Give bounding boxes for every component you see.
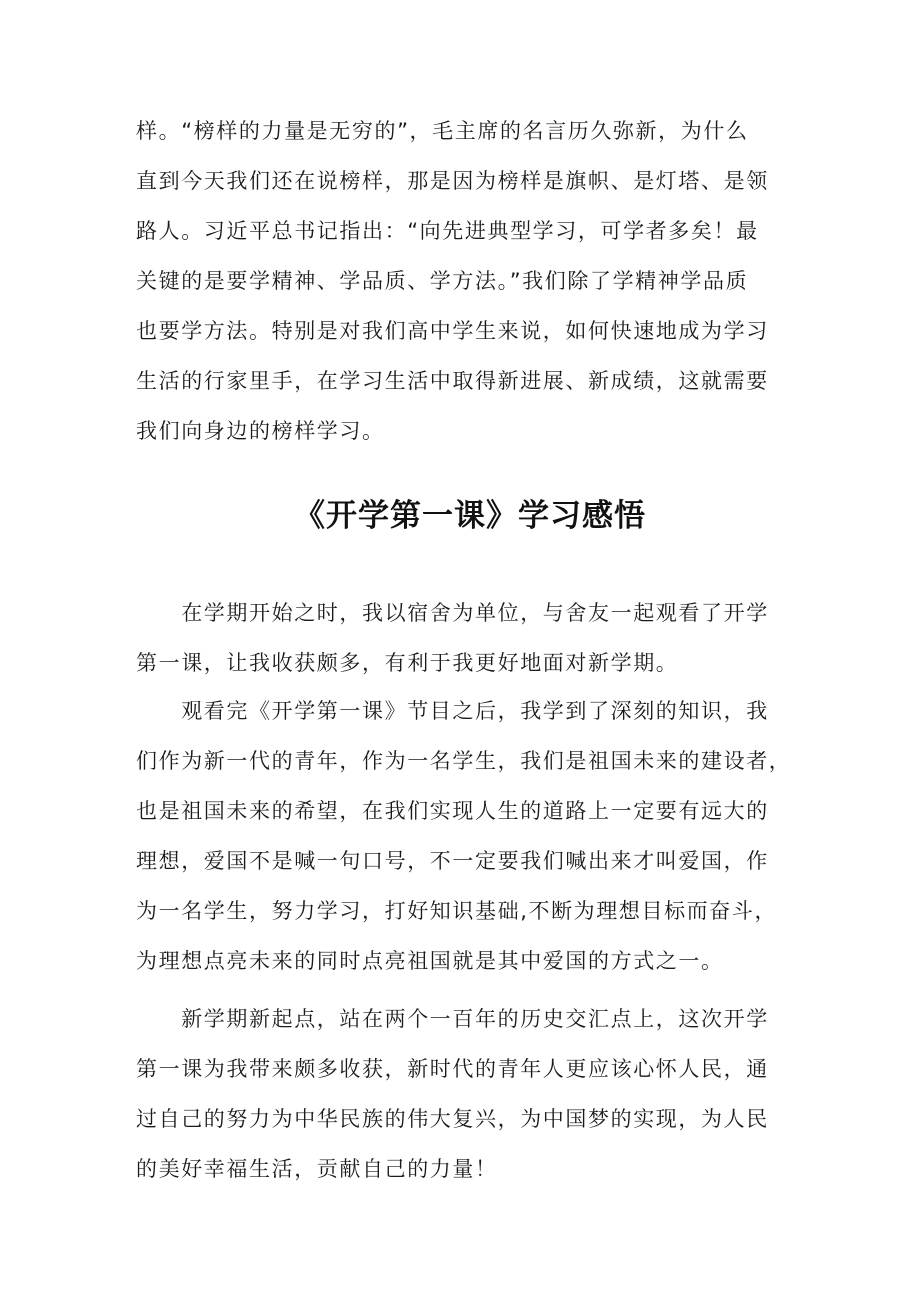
text-line: 也要学方法。特别是对我们高中学生来说，如何快速地成为学习: [136, 319, 769, 343]
text-line: 观看完《开学第一课》节目之后，我学到了深刻的知识，我: [136, 699, 769, 723]
text-line: 我们向身边的榜样学习。: [136, 419, 385, 443]
continued-paragraph: [136, 106, 804, 456]
text-line: 样。“榜样的力量是无穷的”，毛主席的名言历久弥新，为什么: [136, 119, 749, 143]
text-line: 也是祖国未来的希望，在我们实现人生的道路上一定要有远大的: [136, 799, 769, 823]
text-line: 们作为新一代的青年，作为一名学生，我们是祖国未来的建设者，: [136, 749, 792, 773]
text-line: 为理想点亮未来的同时点亮祖国就是其中爱国的方式之一。: [136, 949, 724, 973]
text-line: 理想，爱国不是喊一句口号，不一定要我们喊出来才叫爱国，作: [136, 849, 769, 873]
paragraph-2: [136, 686, 804, 986]
text-line: 在学期开始之时，我以宿舍为单位，与舍友一起观看了开学: [136, 601, 769, 625]
text-line: 第一课为我带来颇多收获，新时代的青年人更应该心怀人民，通: [136, 1057, 769, 1081]
text-line: 生活的行家里手，在学习生活中取得新进展、新成绩，这就需要: [136, 369, 769, 393]
article-title: 《开学第一课》学习感悟: [294, 498, 646, 534]
text-line: 为一名学生，努力学习，打好知识基础,不断为理想目标而奋斗，: [136, 899, 778, 923]
text-line: 新学期新起点，站在两个一百年的历史交汇点上，这次开学: [136, 1007, 769, 1031]
text-line: 的美好幸福生活，贡献自己的力量！: [136, 1157, 498, 1181]
text-line: 路人。习近平总书记指出：“向先进典型学习，可学者多矣！最: [136, 219, 759, 243]
paragraph-3: [136, 994, 804, 1194]
text-line: 直到今天我们还在说榜样，那是因为榜样是旗帜、是灯塔、是领: [136, 169, 769, 193]
text-line: 关键的是要学精神、学品质、学方法。”我们除了学精神学品质: [136, 269, 749, 293]
paragraph-1: [136, 588, 804, 688]
text-line: 第一课，让我收获颇多，有利于我更好地面对新学期。: [136, 651, 679, 675]
text-line: 过自己的努力为中华民族的伟大复兴，为中国梦的实现，为人民: [136, 1107, 769, 1131]
